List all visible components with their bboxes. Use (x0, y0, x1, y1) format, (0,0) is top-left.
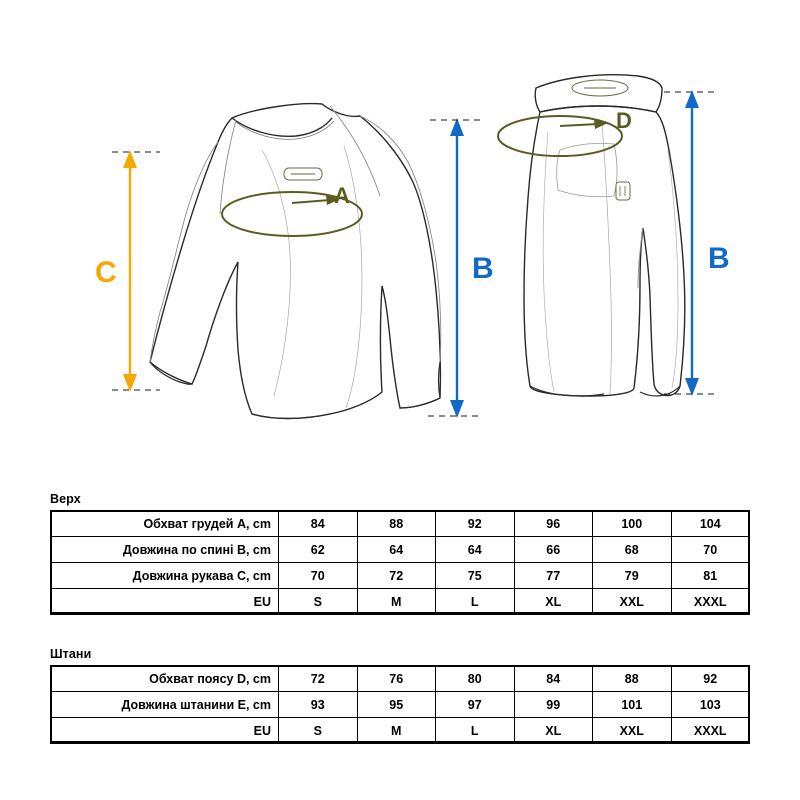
cell-value: 95 (357, 692, 436, 718)
cell-value: M (357, 718, 436, 744)
cell-value: S (279, 589, 358, 615)
top-back-length-arrow (450, 118, 464, 418)
cell-value: 97 (436, 692, 515, 718)
cell-value: 103 (671, 692, 750, 718)
cell-value: 88 (593, 666, 672, 692)
pants-table-block (50, 647, 750, 744)
cell-value: 81 (671, 563, 750, 589)
cell-value: XXL (593, 718, 672, 744)
cell-value: 70 (671, 537, 750, 563)
cell-value: XXL (593, 589, 672, 615)
table-row (51, 718, 750, 744)
label-back-B: B (472, 252, 494, 285)
label-waist-D: D (616, 108, 632, 133)
table-row (51, 666, 750, 692)
table-row (51, 537, 750, 563)
pants-length-arrow (685, 90, 699, 396)
cell-value: 84 (514, 666, 593, 692)
cell-value: 96 (514, 511, 593, 537)
table-row (51, 589, 750, 615)
cell-value: 84 (279, 511, 358, 537)
pants-table-caption: Штани (50, 647, 92, 661)
cell-value: S (279, 718, 358, 744)
cell-value: 101 (593, 692, 672, 718)
row-label: EU (51, 589, 279, 615)
cell-value: 92 (436, 511, 515, 537)
cell-value: 75 (436, 563, 515, 589)
cell-value: 68 (593, 537, 672, 563)
row-label: EU (51, 718, 279, 744)
label-pants-B: B (708, 242, 730, 275)
cell-value: 104 (671, 511, 750, 537)
row-label: Довжина рукава C, cm (51, 563, 279, 589)
cell-value: 77 (514, 563, 593, 589)
cell-value: M (357, 589, 436, 615)
cell-value: L (436, 589, 515, 615)
cell-value: XL (514, 589, 593, 615)
row-label: Довжина штанини E, cm (51, 692, 279, 718)
thigh-logo (616, 182, 630, 200)
row-label: Довжина по спині B, cm (51, 537, 279, 563)
cell-value: 79 (593, 563, 672, 589)
cell-value: 80 (436, 666, 515, 692)
cell-value: 64 (436, 537, 515, 563)
row-label: Обхват поясу D, cm (51, 666, 279, 692)
cell-value: XXXL (671, 589, 750, 615)
cell-value: 72 (357, 563, 436, 589)
cell-value: 62 (279, 537, 358, 563)
top-table-block (50, 492, 750, 615)
cell-value: 92 (671, 666, 750, 692)
cell-value: 66 (514, 537, 593, 563)
cell-value: XXXL (671, 718, 750, 744)
top-table-caption: Верх (50, 492, 81, 506)
pants-size-table (50, 665, 750, 744)
sleeve-length-arrow (123, 150, 137, 392)
label-chest-A: A (334, 183, 350, 208)
table-row (51, 563, 750, 589)
cell-value: 70 (279, 563, 358, 589)
size-tables-area (0, 470, 800, 800)
cell-value: 64 (357, 537, 436, 563)
label-sleeve-C: C (95, 256, 117, 289)
cell-value: 93 (279, 692, 358, 718)
chest-logo (284, 168, 322, 180)
cell-value: 88 (357, 511, 436, 537)
cell-value: XL (514, 718, 593, 744)
table-row (51, 511, 750, 537)
table-row (51, 692, 750, 718)
cell-value: 76 (357, 666, 436, 692)
cell-value: L (436, 718, 515, 744)
cell-value: 99 (514, 692, 593, 718)
waistband-logo (572, 80, 628, 96)
cell-value: 100 (593, 511, 672, 537)
top-size-table (50, 510, 750, 615)
sleeve-guides (112, 152, 160, 390)
cell-value: 72 (279, 666, 358, 692)
row-label: Обхват грудей A, cm (51, 511, 279, 537)
top-garment-illustration (150, 104, 441, 419)
